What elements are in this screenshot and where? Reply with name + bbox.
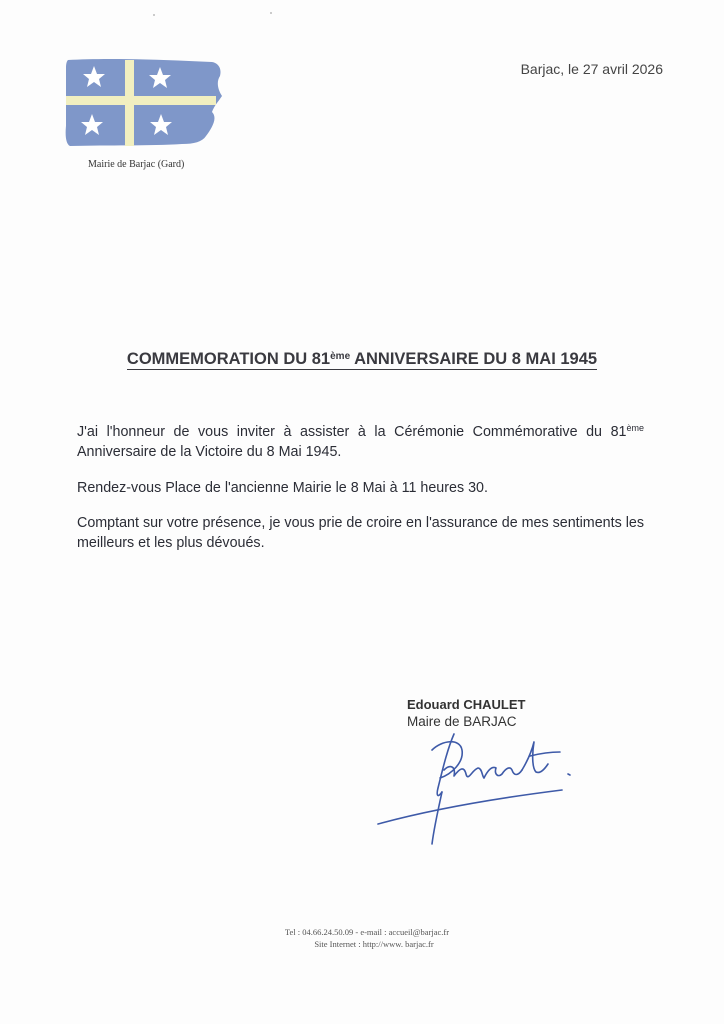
scan-speck bbox=[270, 12, 272, 14]
signer-name: Edouard CHAULET bbox=[407, 697, 526, 712]
signature-stroke bbox=[522, 742, 548, 773]
title-part1: COMMEMORATION DU 81 bbox=[126, 350, 331, 368]
flag-cross-vertical bbox=[125, 60, 134, 146]
signer-role: Maire de BARJAC bbox=[407, 714, 517, 729]
footer-contact bbox=[240, 926, 500, 950]
title-sup: ème bbox=[330, 351, 351, 362]
paragraph-closing: Comptant sur votre présence, je vous prie de croire en l'assurance de mes sentiments les meilleurs et les plus dévoués. bbox=[77, 515, 644, 551]
paragraph-rendezvous: Rendez-vous Place de l'ancienne Mairie le 8 Mai à 11 heures 30. bbox=[77, 480, 488, 496]
p1-part1: J'ai l'honneur de vous inviter à assister à la Cérémonie Commémorative du 81 bbox=[77, 424, 627, 440]
signature-stroke bbox=[437, 734, 454, 795]
mairie-caption: Mairie de Barjac (Gard) bbox=[88, 159, 185, 170]
page-title bbox=[0, 347, 724, 370]
signature-stroke bbox=[568, 774, 570, 775]
signature-stroke bbox=[432, 792, 442, 844]
footer-website: Site Internet : http://www. barjac.fr bbox=[314, 939, 434, 949]
signature-stroke bbox=[378, 790, 562, 824]
scan-speck bbox=[153, 14, 155, 16]
flag-cross-horizontal bbox=[66, 96, 216, 105]
date-line: Barjac, le 27 avril 2026 bbox=[520, 61, 663, 77]
paragraph-invitation bbox=[77, 422, 644, 462]
footer-phone-email: Tel : 04.66.24.50.09 - e-mail : accueil@barjac.fr bbox=[284, 927, 450, 937]
barjac-flag-logo bbox=[62, 56, 224, 150]
title-part2: ANNIVERSAIRE DU 8 MAI 1945 bbox=[350, 350, 598, 368]
title-underline bbox=[127, 347, 597, 370]
handwritten-signature bbox=[372, 720, 592, 855]
p1-sup: ème bbox=[626, 423, 644, 433]
p1-part2: Anniversaire de la Victoire du 8 Mai 1945. bbox=[77, 444, 342, 460]
signature-stroke bbox=[530, 752, 560, 756]
